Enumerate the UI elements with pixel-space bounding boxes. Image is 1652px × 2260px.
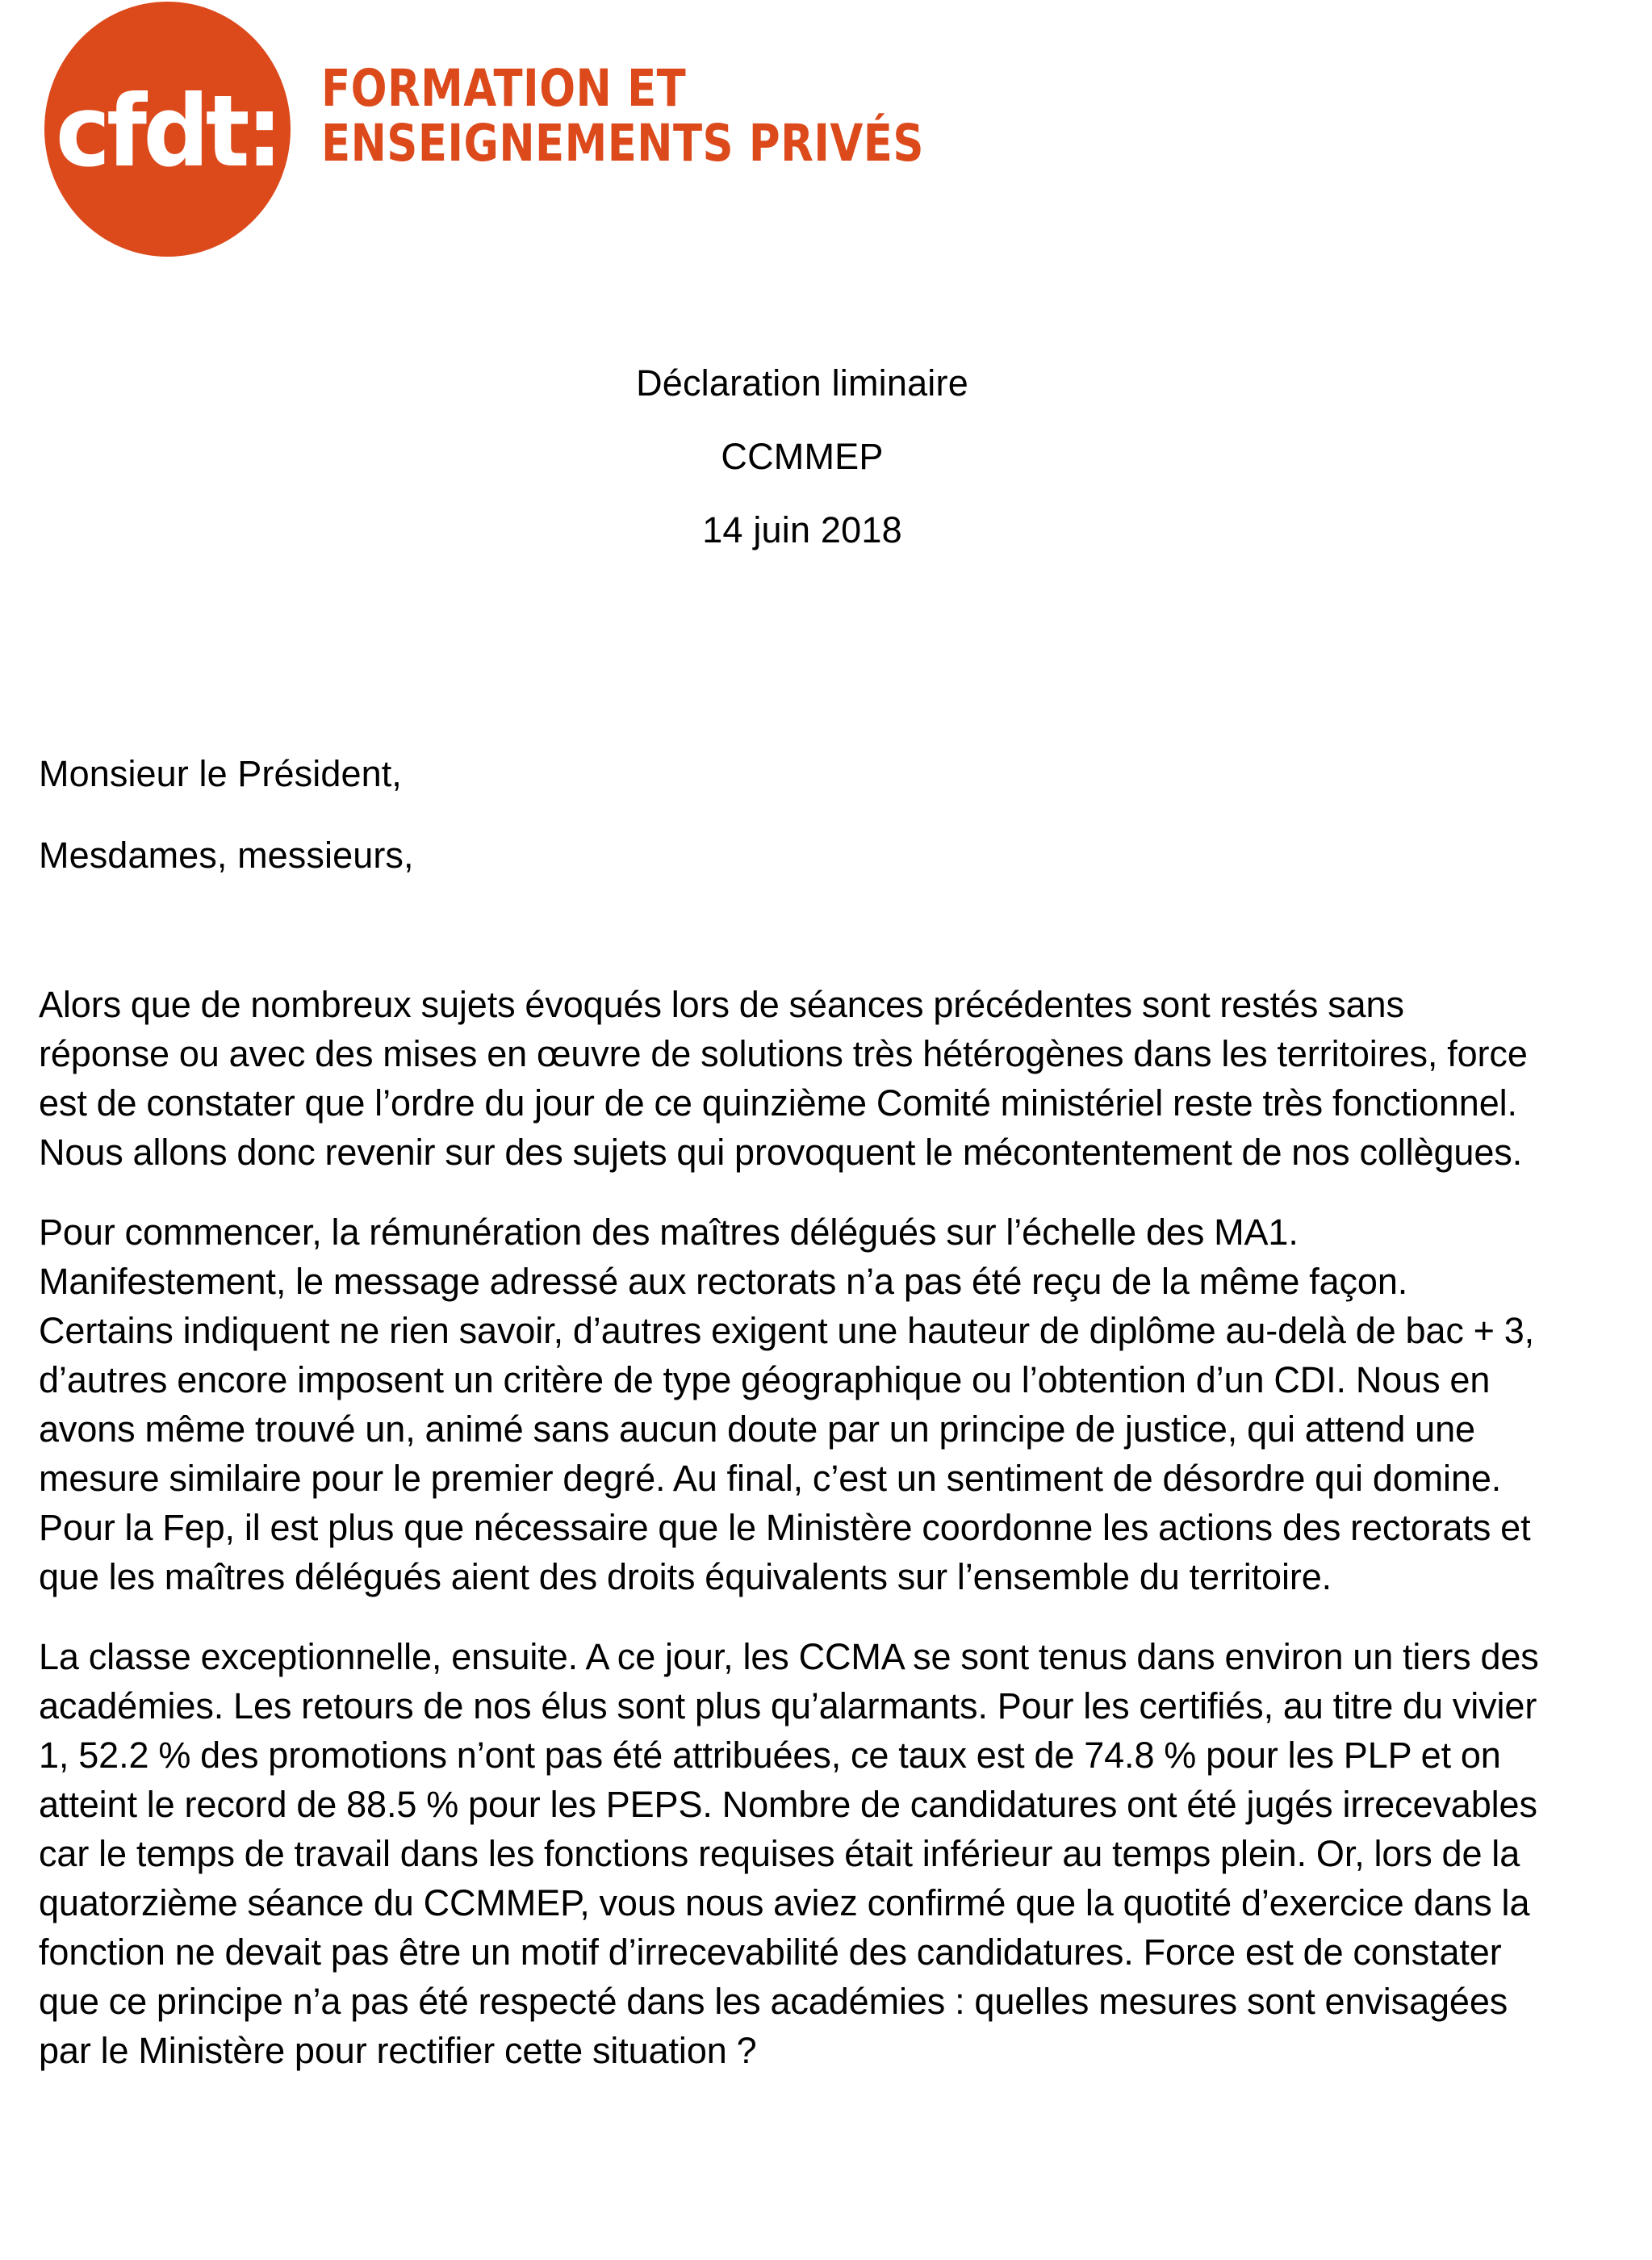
document-title-block [0, 362, 1604, 550]
salutation-assembly: Mesdames, messieurs, [39, 835, 414, 876]
letterhead [0, 0, 1652, 266]
cfdt-logo-federation-name [321, 59, 924, 174]
body-copy [39, 980, 1541, 2075]
cfdt-logo-federation-line-2: ENSEIGNEMENTS PRIVÉS [321, 114, 924, 174]
paragraph-agenda: Alors que de nombreux sujets évoqués lors de séances précédentes sont restés sans réponse ou avec des mises en œuvre de solutions très hétérogènes dans les territoires, force est de constater que l’ordre du jour de ce quinzième Comité ministériel reste très fonctionnel. Nous allons donc revenir sur des sujets qui provoquent le mécontentement de nos collègues. [39, 984, 1528, 1173]
document-subtitle-body: CCMMEP [721, 436, 884, 477]
cfdt-logo-wordmark: cfdt: [55, 74, 280, 189]
salutation-president: Monsieur le Président, [39, 753, 402, 794]
paragraph-remuneration-maitres-delegues: Pour commencer, la rémunération des maîtres délégués sur l’échelle des MA1. Manifestement, le message adressé aux rectorats n’a pas été reçu de la même façon. Certains indiquent ne rien savoir, d’autres exigent une hauteur de diplôme au-delà de bac + 3, d’autres encore imposent un critère de type géographique ou l’obtention d’un CDI. Nous en avons même trouvé un, animé sans aucun doute par un principe de justice, qui attend une mesure similaire pour le premier degré. Au final, c’est un sentiment de désordre qui domine. Pour la Fep, il est plus que nécessaire que le Ministère coordonne les actions des rectorats et que les maîtres délégués aient des droits équivalents sur l’ensemble du territoire. [39, 1212, 1535, 1597]
cfdt-logo-ellipse-icon [44, 2, 291, 257]
cfdt-logo [44, 2, 1039, 257]
salutation-block [39, 753, 1548, 876]
document-title: Déclaration liminaire [636, 362, 968, 404]
cfdt-logo-federation-line-1: FORMATION ET [321, 59, 687, 118]
document-date: 14 juin 2018 [702, 509, 902, 550]
paragraph-classe-exceptionnelle: La classe exceptionnelle, ensuite. A ce jour, les CCMA se sont tenus dans environ un tiers des académies. Les retours de nos élus sont plus qu’alarmants. Pour les certifiés, au titre du vivier 1, 52.2 % des promotions n’ont pas été attribuées, ce taux est de 74.8 % pour les PLP et on atteint le record de 88.5 % pour les PEPS. Nombre de candidatures ont été jugés irrecevables car le temps de travail dans les fonctions requises était inférieur au temps plein. Or, lors de la quatorzième séance du CCMMEP, vous nous aviez confirmé que la quotité d’exercice dans la fonction ne devait pas être un motif d’irrecevabilité des candidatures. Force est de constater que ce principe n’a pas été respecté dans les académies : quelles mesures sont envisagées par le Ministère pour rectifier cette situation ? [39, 1636, 1539, 2071]
